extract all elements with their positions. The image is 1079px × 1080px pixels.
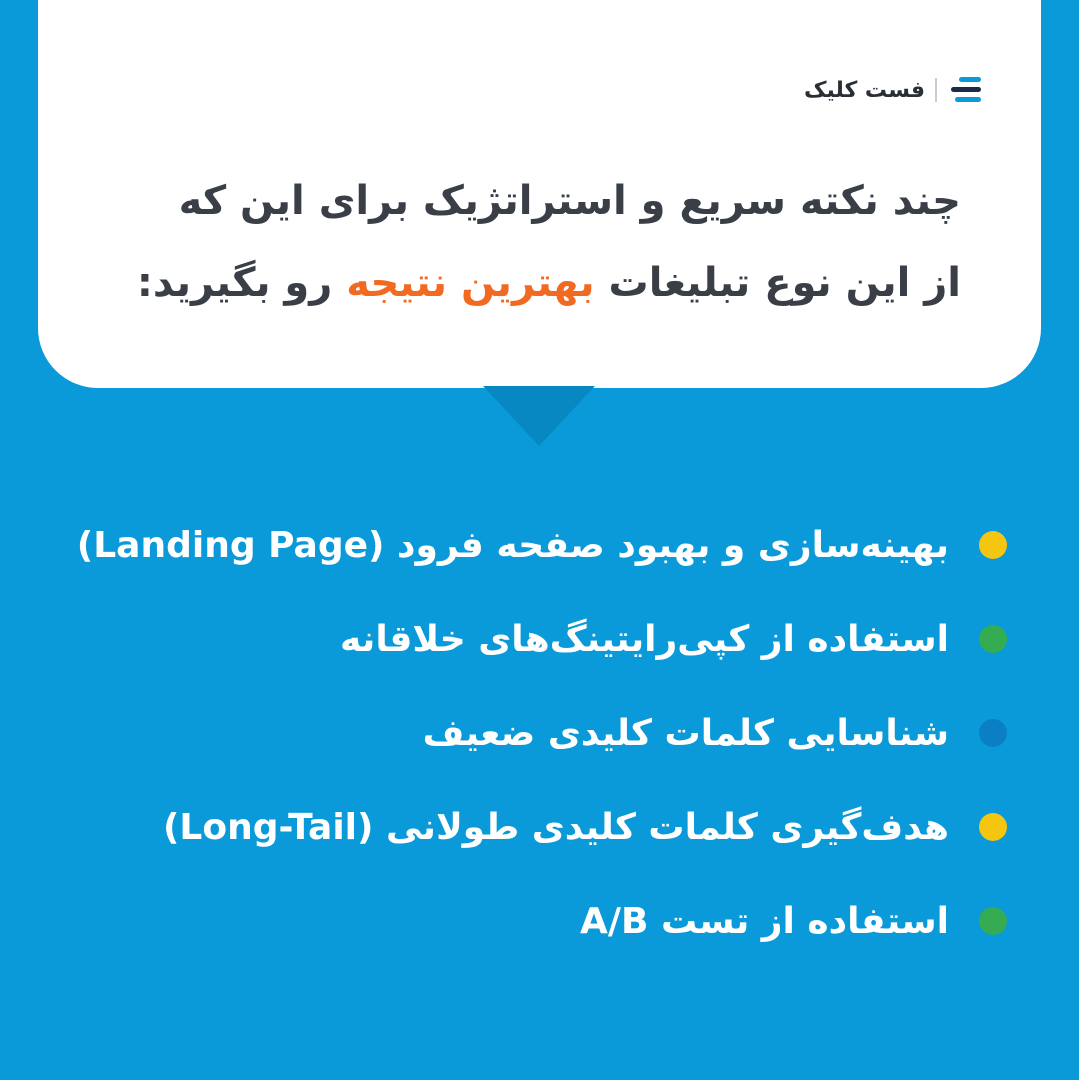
title-line-2	[81, 242, 961, 324]
brand-logo-icon	[947, 75, 981, 105]
list-item	[67, 780, 1007, 874]
tip-text: شناسایی کلمات کلیدی ضعیف	[422, 712, 949, 754]
bullet-dot-icon	[979, 625, 1007, 653]
tips-list	[67, 498, 1007, 968]
title-highlight: بهترین نتیجه	[346, 260, 595, 306]
bullet-dot-icon	[979, 719, 1007, 747]
bullet-dot-icon	[979, 813, 1007, 841]
tip-text: استفاده از کپی‌رایتینگ‌های خلاقانه	[339, 618, 949, 660]
bullet-dot-icon	[979, 531, 1007, 559]
list-item	[67, 592, 1007, 686]
bullet-dot-icon	[979, 907, 1007, 935]
title-line-2-start: از این نوع تبلیغات	[608, 260, 961, 306]
list-item	[67, 686, 1007, 780]
logo-divider	[935, 78, 937, 102]
title-line-2-end: رو بگیرید:	[136, 260, 333, 306]
tip-text: بهینه‌سازی و بهبود صفحه فرود (Landing Page)	[76, 524, 949, 566]
speech-bubble-tail	[483, 386, 595, 446]
list-item	[67, 498, 1007, 592]
brand-logo	[804, 72, 981, 108]
tip-text: هدف‌گیری کلمات کلیدی طولانی (Long-Tail)	[162, 806, 949, 848]
brand-name: فست کلیک	[803, 77, 925, 103]
tip-text: استفاده از تست A/B	[580, 900, 949, 942]
list-item	[67, 874, 1007, 968]
page-title	[81, 160, 961, 324]
title-line-1: چند نکته سریع و استراتژیک برای این که	[178, 178, 961, 224]
